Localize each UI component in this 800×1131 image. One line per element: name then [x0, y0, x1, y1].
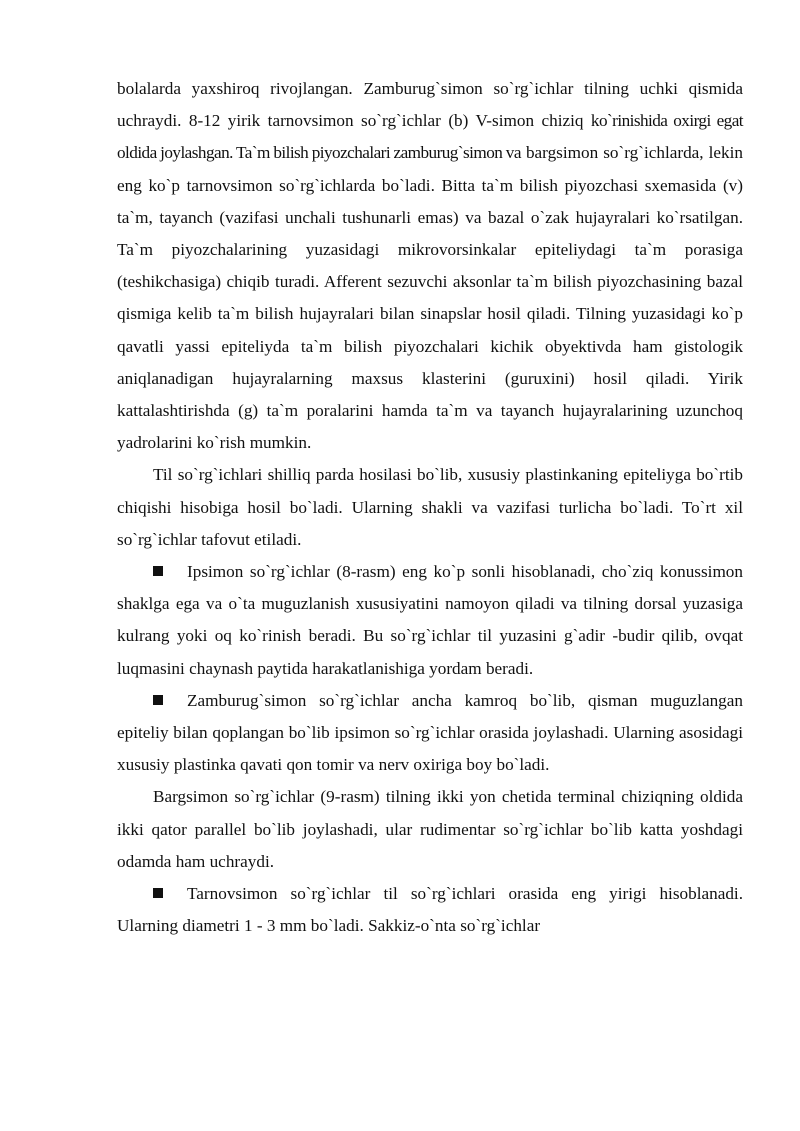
- square-bullet-icon: [153, 888, 163, 898]
- paragraph-3: [117, 556, 743, 685]
- paragraph-5: Bargsimon so`rg`ichlar (9-rasm) tilning ikki yon chetida terminal chiziqning oldida ikki qator parallel bo`lib joylashadi, ular rudimentar so`rg`ichlar bo`lib katta yoshdagi odamda ham uchraydi.: [117, 787, 743, 871]
- document-body: [117, 73, 743, 942]
- paragraph-2: Til so`rg`ichlari shilliq parda hosilasi bo`lib, xususiy plastinkaning epiteliyga bo`rtib chiqishi hisobiga hosil bo`ladi. Ularning shakli va vazifasi turlicha bo`ladi. To`rt xil so`rg`ichlar tafovut etiladi.: [117, 465, 743, 549]
- paragraph-3-text: Ipsimon so`rg`ichlar (8-rasm) eng ko`p sonli hisoblanadi, cho`ziq konussimon shaklga ega va o`ta muguzlanish xususiyatini namoyon qiladi va tilning dorsal yuzasiga kulrang yoki oq ko`rinish beradi. Bu so`rg`ichlar til yuzasini g`adir -budir qilib, ovqat luqmasini chaynash paytida harakatlanishiga yordam beradi.: [117, 562, 743, 678]
- square-bullet-icon: [153, 566, 163, 576]
- paragraph-1-end: bargsimon so`rg`ichlarda, lekin eng ko`p tarnovsimon so`rg`ichlarda bo`ladi. Bitta ta`m bilish piyozchasi sxemasida (v) ta`m, tayanch (vazifasi unchali tushunarli emas) va bazal o`zak hujayralari ko`rsatilgan. Ta`m piyozchalarining yuzasidagi mikrovorsinkalar epiteliydagi ta`m porasiga (teshikchasiga) chiqib turadi. Afferent sezuvchi aksonlar ta`m bilish piyozchasining bazal qismiga kelib ta`m bilish hujayralari bilan sinapslar hosil qiladi. Tilning yuzasidagi ko`p qavatli yassi epiteliyda ta`m bilish piyozchalari kichik obyektivda ham gistologik aniqlanadigan hujayralarning maxsus klasterini (guruxini) hosil qiladi. Yirik kattalashtirishda (g) ta`m poralarini hamda ta`m va tayanch hujayralarining uzunchoq yadrolarini ko`rish mumkin.: [117, 143, 743, 453]
- paragraph-1-condensed-line: ko`rinishida oxirgi egat oldida joylashgan. Ta`m bilish piyozchalari zamburug`simon va: [117, 111, 744, 163]
- square-bullet-icon: [153, 695, 163, 705]
- paragraph-6: [117, 878, 743, 942]
- paragraph-4-text: Zamburug`simon so`rg`ichlar ancha kamroq bo`lib, qisman muguzlangan epiteliy bilan qoplangan bo`lib ipsimon so`rg`ichlar orasida joylashadi. Ularning asosidagi xususiy plastinka qavati qon tomir va nerv oxiriga boy bo`ladi.: [117, 690, 743, 775]
- paragraph-1-start: bolalarda yaxshiroq rivojlangan. Zamburug`simon so`rg`ichlar tilning uchki qismida uchraydi. 8-12 yirik tarnovsimon so`rg`ichlar (b) V-simon chiziq: [117, 79, 743, 131]
- paragraph-6-text: Tarnovsimon so`rg`ichlar til so`rg`ichlari orasida eng yirigi hisoblanadi. Ularning diametri 1 - 3 mm bo`ladi. Sakkiz-o`nta so`rg`ichlar: [117, 884, 743, 936]
- paragraph-4: [117, 685, 743, 782]
- paragraph-1: [117, 73, 743, 459]
